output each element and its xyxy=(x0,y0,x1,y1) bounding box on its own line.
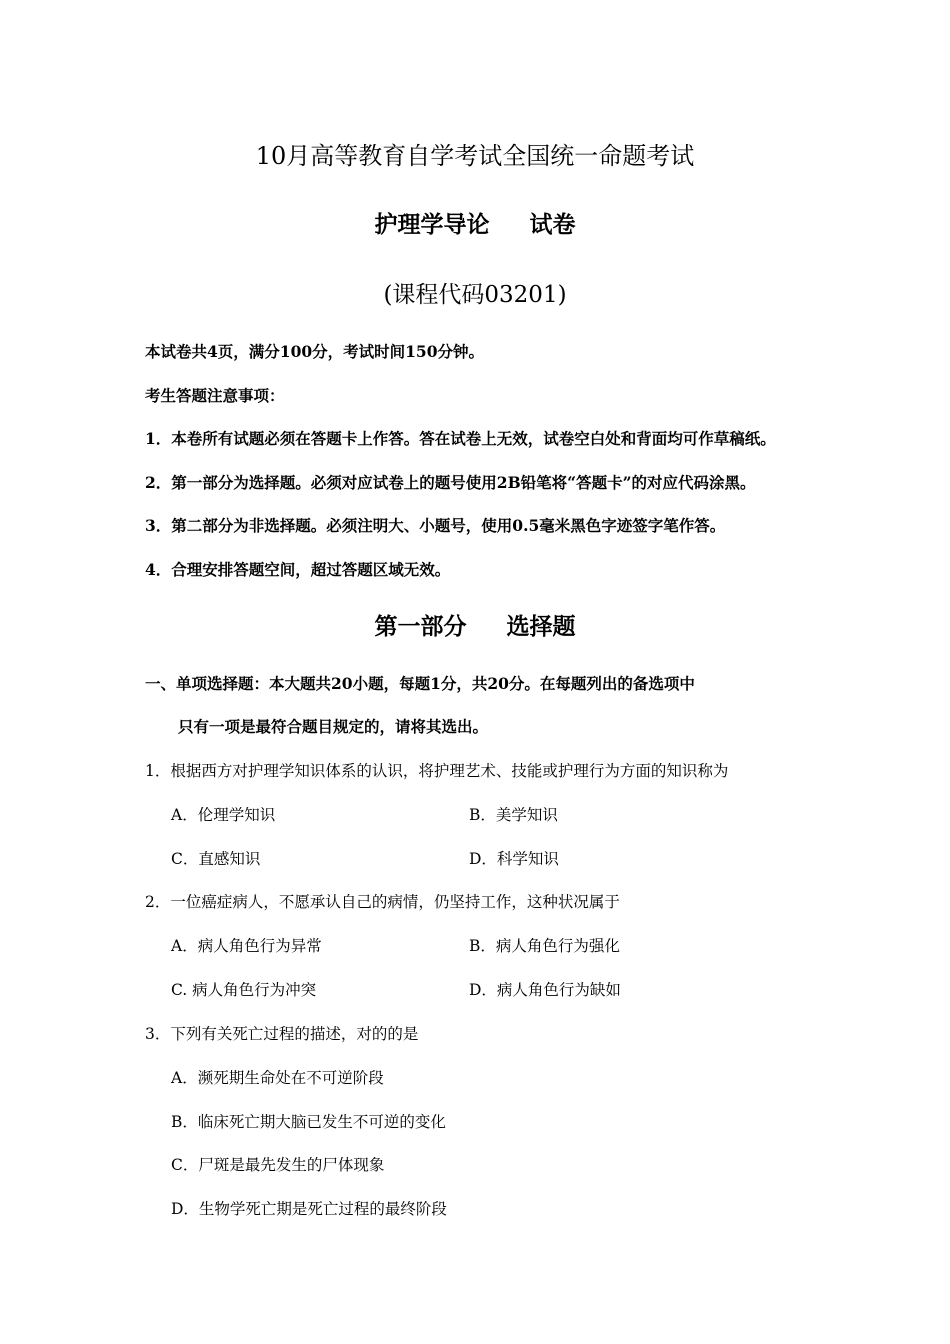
paper-label: 试卷 xyxy=(529,211,576,238)
question-stem: 3．下列有关死亡过程的描述，对的的是 xyxy=(145,1025,419,1043)
option-d: D．科学知识 xyxy=(469,850,559,868)
option-c: C．尸斑是最先发生的尸体现象 xyxy=(171,1156,385,1174)
option-b: B．临床死亡期大脑已发生不可逆的变化 xyxy=(171,1113,446,1131)
instruction-line: 只有一项是最符合题目规定的，请将其选出。 xyxy=(178,717,489,736)
section-title xyxy=(0,608,950,641)
notice-item: 2．第一部分为选择题。必须对应试卷上的题号使用2B铅笔将“答题卡”的对应代码涂黑。 xyxy=(145,473,756,492)
notice-heading: 考生答题注意事项： xyxy=(145,386,285,405)
subject-name: 护理学导论 xyxy=(374,211,490,238)
section-part: 第一部分 xyxy=(374,613,467,640)
option-a: A．伦理学知识 xyxy=(171,806,276,824)
section-type: 选择题 xyxy=(506,613,576,640)
notice-item: 1．本卷所有试题必须在答题卡上作答。答在试卷上无效，试卷空白处和背面均可作草稿纸。 xyxy=(145,429,776,448)
question-stem: 1．根据西方对护理学知识体系的认识，将护理艺术、技能或护理行为方面的知识称为 xyxy=(145,762,729,780)
option-b: B．病人角色行为强化 xyxy=(469,937,620,955)
option-d: D．生物学死亡期是死亡过程的最终阶段 xyxy=(171,1200,447,1218)
option-b: B．美学知识 xyxy=(469,806,558,824)
notice-item: 4．合理安排答题空间，超过答题区域无效。 xyxy=(145,560,451,579)
option-c: C．直感知识 xyxy=(171,850,261,868)
notice-item: 3．第二部分为非选择题。必须注明大、小题号，使用0.5毫米黑色字迹签字笔作答。 xyxy=(145,516,726,535)
instruction-line: 一、单项选择题：本大题共20小题，每题1分，共20分。在每题列出的备选项中 xyxy=(145,674,695,693)
option-d: D．病人角色行为缺如 xyxy=(469,981,621,999)
question-stem: 2．一位癌症病人，不愿承认自己的病情，仍坚持工作，这种状况属于 xyxy=(145,893,620,911)
exam-title: 10月高等教育自学考试全国统一命题考试 xyxy=(255,142,695,170)
option-a: A．濒死期生命处在不可逆阶段 xyxy=(171,1069,384,1087)
exam-summary: 本试卷共4页，满分100分，考试时间150分钟。 xyxy=(145,342,484,361)
subject-title xyxy=(0,206,950,239)
option-c: C. 病人角色行为冲突 xyxy=(171,981,317,999)
course-code: (课程代码03201) xyxy=(383,282,567,308)
option-a: A．病人角色行为异常 xyxy=(171,937,322,955)
